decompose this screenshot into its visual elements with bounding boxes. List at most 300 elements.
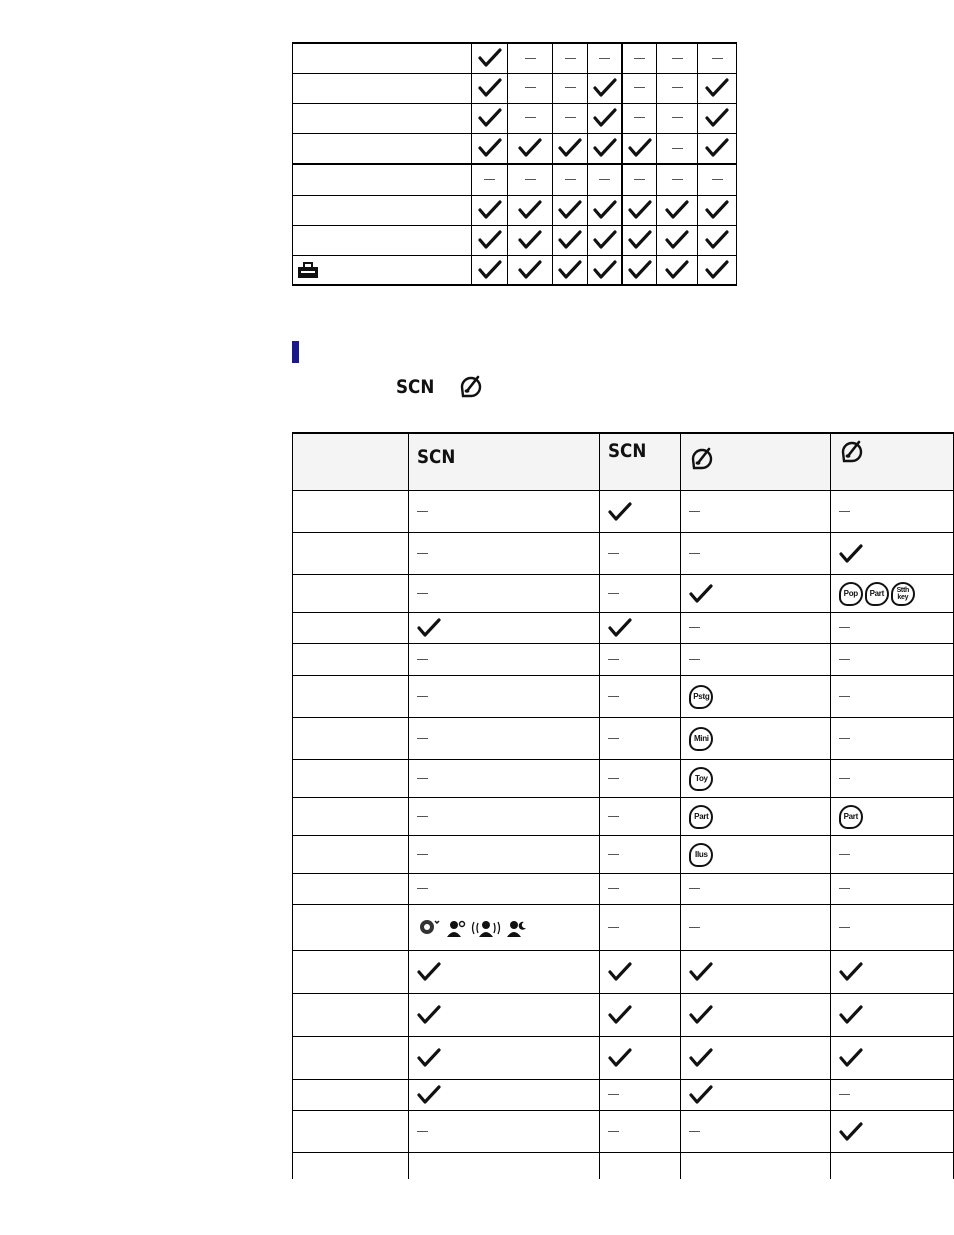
check-icon xyxy=(608,1005,632,1025)
not-available-dash xyxy=(712,179,723,180)
toolbox-icon xyxy=(297,261,319,279)
comparison-cell xyxy=(830,644,953,676)
check-icon xyxy=(705,78,729,98)
check-icon xyxy=(665,230,689,250)
availability-cell xyxy=(508,164,553,195)
not-available-dash xyxy=(689,1131,700,1132)
effect-badge-icon: Part xyxy=(839,805,863,829)
check-icon xyxy=(417,1005,441,1025)
availability-cell xyxy=(698,73,737,103)
portrait-icon xyxy=(444,918,468,938)
comparison-cell xyxy=(681,533,830,575)
comparison-cell xyxy=(600,1037,681,1080)
comparison-cell xyxy=(600,533,681,575)
comparison-cell xyxy=(408,1111,599,1153)
row-label-cell xyxy=(293,195,472,225)
check-icon xyxy=(628,138,652,158)
not-available-dash xyxy=(608,927,619,928)
not-available-dash xyxy=(608,738,619,739)
check-icon xyxy=(689,1048,713,1068)
comparison-cell xyxy=(681,613,830,644)
check-icon xyxy=(705,260,729,280)
not-available-dash xyxy=(672,148,683,149)
availability-cell xyxy=(508,73,553,103)
night-portrait-icon xyxy=(504,918,528,938)
table-row xyxy=(293,491,954,533)
not-available-dash xyxy=(634,179,645,180)
table-row xyxy=(293,164,737,195)
check-icon xyxy=(628,260,652,280)
row-label-cell xyxy=(293,164,472,195)
effect-badge-icon: Part xyxy=(865,582,889,606)
row-label-cell xyxy=(293,225,472,255)
comparison-cell xyxy=(681,1153,830,1179)
not-available-dash xyxy=(712,58,723,59)
availability-cell xyxy=(657,225,698,255)
availability-cell xyxy=(657,43,698,73)
face-scene-icons xyxy=(417,918,528,938)
not-available-dash xyxy=(689,888,700,889)
not-available-dash xyxy=(672,179,683,180)
not-available-dash xyxy=(417,511,428,512)
check-icon xyxy=(558,260,582,280)
section-marker xyxy=(292,341,299,363)
comparison-cell xyxy=(600,836,681,874)
comparison-cell xyxy=(408,644,599,676)
table-row xyxy=(293,760,954,798)
not-available-dash xyxy=(608,659,619,660)
not-available-dash xyxy=(839,854,850,855)
check-icon xyxy=(518,138,542,158)
not-available-dash xyxy=(689,627,700,628)
comparison-cell xyxy=(408,1080,599,1111)
table-row xyxy=(293,43,737,73)
availability-cell xyxy=(622,103,657,133)
availability-cell xyxy=(508,225,553,255)
comparison-cell xyxy=(830,1153,953,1179)
availability-cell xyxy=(553,43,588,73)
availability-cell xyxy=(472,195,508,225)
row-label-cell xyxy=(293,613,409,644)
comparison-cell xyxy=(408,533,599,575)
check-icon xyxy=(839,1048,863,1068)
not-available-dash xyxy=(417,738,428,739)
availability-cell xyxy=(588,103,623,133)
row-label-cell xyxy=(293,760,409,798)
comparison-cell xyxy=(681,951,830,994)
scn-mode-icon: SCN xyxy=(416,446,456,468)
not-available-dash xyxy=(689,927,700,928)
not-available-dash xyxy=(608,816,619,817)
row-label-cell xyxy=(293,1037,409,1080)
comparison-cell xyxy=(681,676,830,718)
column-header xyxy=(830,433,953,491)
effect-badge-icon: Ilus xyxy=(689,843,713,867)
comparison-cell xyxy=(830,1111,953,1153)
comparison-cell xyxy=(408,1037,599,1080)
availability-cell xyxy=(698,103,737,133)
check-icon xyxy=(665,200,689,220)
not-available-dash xyxy=(525,87,536,88)
comparison-cell xyxy=(600,1111,681,1153)
table-row xyxy=(293,718,954,760)
availability-cell xyxy=(508,133,553,164)
comparison-cell xyxy=(600,874,681,905)
availability-cell xyxy=(622,195,657,225)
table-row xyxy=(293,225,737,255)
not-available-dash xyxy=(417,1131,428,1132)
column-header xyxy=(600,433,681,491)
comparison-cell xyxy=(408,994,599,1037)
not-available-dash xyxy=(839,738,850,739)
check-icon xyxy=(839,1122,863,1142)
comparison-cell xyxy=(681,874,830,905)
check-icon xyxy=(608,502,632,522)
check-icon xyxy=(689,584,713,604)
availability-cell xyxy=(622,164,657,195)
availability-cell xyxy=(622,255,657,285)
table-row xyxy=(293,195,737,225)
not-available-dash xyxy=(599,58,610,59)
not-available-dash xyxy=(565,117,576,118)
availability-cell xyxy=(553,225,588,255)
not-available-dash xyxy=(417,888,428,889)
check-icon xyxy=(689,1085,713,1105)
check-icon xyxy=(665,260,689,280)
comparison-cell xyxy=(408,718,599,760)
comparison-cell xyxy=(681,1037,830,1080)
comparison-cell xyxy=(830,533,953,575)
check-icon xyxy=(417,962,441,982)
not-available-dash xyxy=(417,778,428,779)
availability-cell xyxy=(588,73,623,103)
row-label-cell xyxy=(293,575,409,613)
check-icon xyxy=(608,962,632,982)
not-available-dash xyxy=(634,58,645,59)
comparison-cell xyxy=(830,575,953,613)
availability-table xyxy=(292,42,737,286)
comparison-cell xyxy=(681,798,830,836)
availability-cell xyxy=(508,43,553,73)
availability-cell xyxy=(698,195,737,225)
comparison-cell xyxy=(681,994,830,1037)
comparison-cell xyxy=(830,491,953,533)
check-icon xyxy=(593,108,617,128)
comparison-cell xyxy=(408,575,599,613)
row-label-cell xyxy=(293,133,472,164)
not-available-dash xyxy=(608,1131,619,1132)
table-row xyxy=(293,874,954,905)
check-icon xyxy=(705,230,729,250)
check-icon xyxy=(839,962,863,982)
not-available-dash xyxy=(484,179,495,180)
not-available-dash xyxy=(608,593,619,594)
table-row xyxy=(293,676,954,718)
check-icon xyxy=(417,1085,441,1105)
check-icon xyxy=(518,200,542,220)
not-available-dash xyxy=(608,553,619,554)
not-available-dash xyxy=(634,117,645,118)
row-label-cell xyxy=(293,874,409,905)
not-available-dash xyxy=(839,1094,850,1095)
availability-cell xyxy=(657,164,698,195)
comparison-cell xyxy=(408,951,599,994)
scn-mode-icon: SCN xyxy=(396,376,435,398)
comparison-cell xyxy=(830,951,953,994)
not-available-dash xyxy=(417,696,428,697)
comparison-cell xyxy=(681,1080,830,1111)
not-available-dash xyxy=(689,511,700,512)
not-available-dash xyxy=(839,927,850,928)
availability-cell xyxy=(472,255,508,285)
table-row xyxy=(293,133,737,164)
picture-effect-icon xyxy=(689,446,715,472)
row-label-cell xyxy=(293,103,472,133)
availability-cell xyxy=(588,195,623,225)
check-icon xyxy=(705,138,729,158)
table-row xyxy=(293,575,954,613)
check-icon xyxy=(558,230,582,250)
availability-cell xyxy=(553,133,588,164)
effect-badge-icon: Pop xyxy=(839,582,863,606)
check-icon xyxy=(478,78,502,98)
availability-cell xyxy=(553,195,588,225)
availability-cell xyxy=(622,73,657,103)
comparison-cell xyxy=(600,718,681,760)
not-available-dash xyxy=(565,179,576,180)
comparison-cell xyxy=(408,760,599,798)
comparison-cell xyxy=(681,491,830,533)
check-icon xyxy=(593,138,617,158)
availability-cell xyxy=(622,133,657,164)
not-available-dash xyxy=(417,659,428,660)
availability-cell xyxy=(657,195,698,225)
availability-cell xyxy=(472,73,508,103)
not-available-dash xyxy=(839,627,850,628)
picture-effect-icon xyxy=(839,439,865,465)
check-icon xyxy=(478,230,502,250)
table-row xyxy=(293,798,954,836)
check-icon xyxy=(417,618,441,638)
comparison-cell xyxy=(408,874,599,905)
check-icon xyxy=(417,1048,441,1068)
comparison-cell xyxy=(600,951,681,994)
comparison-cell xyxy=(600,613,681,644)
availability-cell xyxy=(698,225,737,255)
not-available-dash xyxy=(417,816,428,817)
not-available-dash xyxy=(565,87,576,88)
comparison-cell xyxy=(681,644,830,676)
availability-cell xyxy=(657,133,698,164)
comparison-cell xyxy=(681,905,830,951)
row-label-cell xyxy=(293,718,409,760)
not-available-dash xyxy=(608,778,619,779)
check-icon xyxy=(628,230,652,250)
not-available-dash xyxy=(608,1094,619,1095)
check-icon xyxy=(518,230,542,250)
comparison-cell xyxy=(681,575,830,613)
not-available-dash xyxy=(608,888,619,889)
column-header xyxy=(293,433,409,491)
comparison-cell xyxy=(600,676,681,718)
comparison-cell xyxy=(408,491,599,533)
not-available-dash xyxy=(525,58,536,59)
check-icon xyxy=(593,78,617,98)
row-label-cell xyxy=(293,1080,409,1111)
availability-cell xyxy=(472,225,508,255)
effect-badge-icon: Stth key xyxy=(891,582,915,606)
availability-cell xyxy=(472,164,508,195)
picture-effect-icon xyxy=(458,374,484,400)
column-header xyxy=(408,433,599,491)
effect-badge-icon: Part xyxy=(689,805,713,829)
table-row xyxy=(293,73,737,103)
row-label-cell xyxy=(293,836,409,874)
row-label-cell xyxy=(293,491,409,533)
availability-cell xyxy=(508,255,553,285)
table-row xyxy=(293,644,954,676)
comparison-cell xyxy=(830,905,953,951)
comparison-cell xyxy=(830,760,953,798)
comparison-cell xyxy=(830,798,953,836)
comparison-cell xyxy=(830,613,953,644)
not-available-dash xyxy=(525,179,536,180)
not-available-dash xyxy=(599,179,610,180)
availability-cell xyxy=(588,133,623,164)
comparison-cell xyxy=(600,994,681,1037)
effect-badge-icon: Toy xyxy=(689,767,713,791)
not-available-dash xyxy=(839,511,850,512)
scn-mode-icon: SCN xyxy=(608,440,647,462)
check-icon xyxy=(689,962,713,982)
header-row xyxy=(293,433,954,491)
not-available-dash xyxy=(672,87,683,88)
availability-cell xyxy=(657,103,698,133)
availability-cell xyxy=(553,164,588,195)
table-row xyxy=(293,836,954,874)
comparison-cell xyxy=(600,575,681,613)
comparison-cell xyxy=(600,1153,681,1179)
comparison-cell xyxy=(408,798,599,836)
comparison-cell xyxy=(830,836,953,874)
comparison-cell xyxy=(681,718,830,760)
table-row xyxy=(293,994,954,1037)
table-row xyxy=(293,613,954,644)
check-icon xyxy=(478,260,502,280)
table-row xyxy=(293,1037,954,1080)
availability-cell xyxy=(698,255,737,285)
row-label-cell xyxy=(293,73,472,103)
comparison-cell xyxy=(600,905,681,951)
row-label-cell xyxy=(293,1153,409,1179)
availability-cell xyxy=(588,164,623,195)
soft-skin-icon xyxy=(417,918,441,938)
comparison-cell xyxy=(830,718,953,760)
availability-cell xyxy=(508,103,553,133)
check-icon xyxy=(558,138,582,158)
not-available-dash xyxy=(839,696,850,697)
comparison-cell xyxy=(408,613,599,644)
availability-cell xyxy=(657,255,698,285)
check-icon xyxy=(839,544,863,564)
availability-cell xyxy=(622,225,657,255)
table-row xyxy=(293,1153,954,1179)
check-icon xyxy=(705,200,729,220)
not-available-dash xyxy=(839,659,850,660)
effect-badge-icon: Pstg xyxy=(689,685,713,709)
table-row xyxy=(293,533,954,575)
row-label-cell xyxy=(293,951,409,994)
comparison-cell xyxy=(408,836,599,874)
check-icon xyxy=(608,1048,632,1068)
comparison-cell xyxy=(830,676,953,718)
anti-blur-icon xyxy=(471,918,501,938)
comparison-cell xyxy=(600,798,681,836)
comparison-cell xyxy=(830,1080,953,1111)
check-icon xyxy=(593,200,617,220)
check-icon xyxy=(478,138,502,158)
table-row xyxy=(293,905,954,951)
availability-cell xyxy=(698,164,737,195)
check-icon xyxy=(705,108,729,128)
table-row xyxy=(293,1111,954,1153)
comparison-cell xyxy=(408,676,599,718)
mode-comparison-table xyxy=(292,432,954,1179)
availability-cell xyxy=(508,195,553,225)
comparison-cell xyxy=(681,760,830,798)
comparison-cell xyxy=(830,874,953,905)
check-icon xyxy=(593,230,617,250)
comparison-cell xyxy=(600,491,681,533)
row-label-cell xyxy=(293,798,409,836)
check-icon xyxy=(478,48,502,68)
not-available-dash xyxy=(634,87,645,88)
availability-cell xyxy=(472,133,508,164)
not-available-dash xyxy=(417,593,428,594)
row-label-cell xyxy=(293,994,409,1037)
availability-cell xyxy=(588,255,623,285)
not-available-dash xyxy=(608,696,619,697)
comparison-cell xyxy=(681,836,830,874)
row-label-cell xyxy=(293,43,472,73)
comparison-cell xyxy=(600,760,681,798)
check-icon xyxy=(839,1005,863,1025)
not-available-dash xyxy=(672,58,683,59)
availability-cell xyxy=(472,103,508,133)
comparison-cell xyxy=(830,1037,953,1080)
table-row xyxy=(293,951,954,994)
check-icon xyxy=(518,260,542,280)
intro-line xyxy=(396,370,484,404)
check-icon xyxy=(478,200,502,220)
row-label-cell xyxy=(293,644,409,676)
row-label-cell xyxy=(293,676,409,718)
table-row xyxy=(293,103,737,133)
not-available-dash xyxy=(839,888,850,889)
availability-cell xyxy=(553,73,588,103)
column-header xyxy=(681,433,830,491)
check-icon xyxy=(478,108,502,128)
row-label-cell xyxy=(293,533,409,575)
check-icon xyxy=(608,618,632,638)
row-label-cell xyxy=(293,905,409,951)
table-row xyxy=(293,1080,954,1111)
not-available-dash xyxy=(839,778,850,779)
row-label-cell xyxy=(293,255,472,285)
comparison-cell xyxy=(408,1153,599,1179)
availability-cell xyxy=(698,43,737,73)
not-available-dash xyxy=(525,117,536,118)
